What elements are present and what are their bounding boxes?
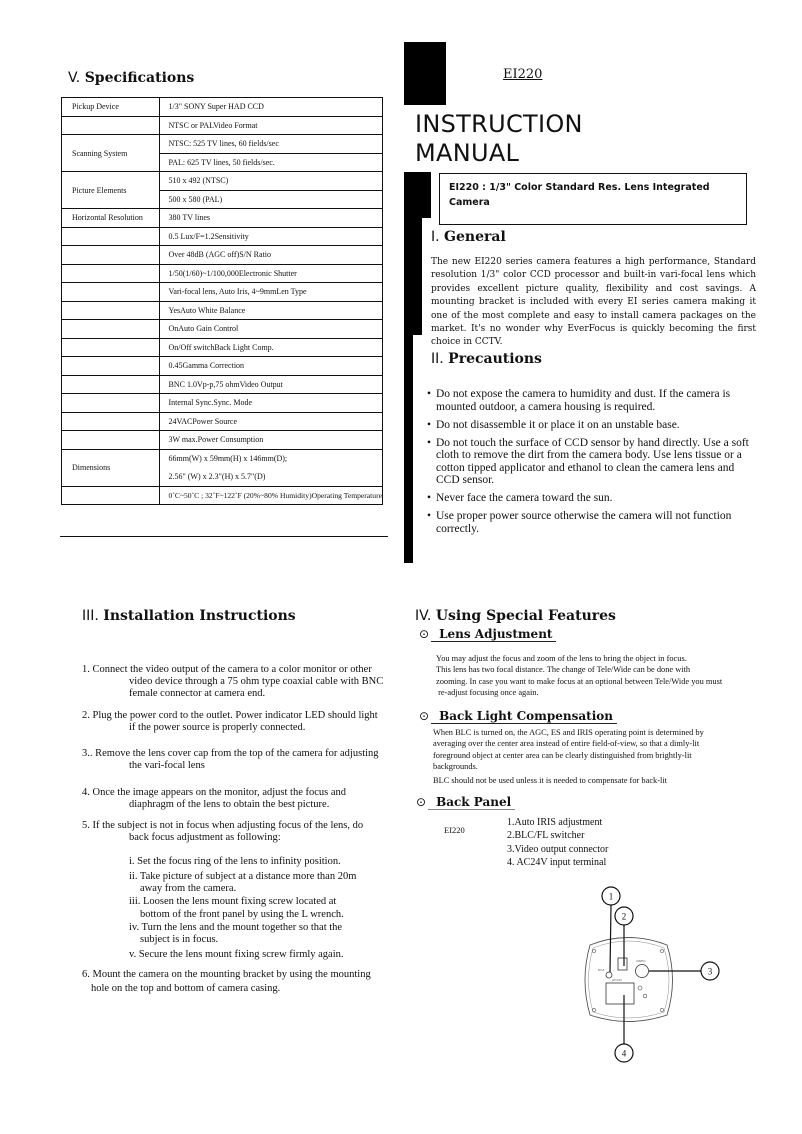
spec-value: BNC 1.0Vp-p,75 ohmVideo Output: [159, 375, 383, 394]
svg-text:VIDEO: VIDEO: [636, 959, 646, 963]
svg-text:4: 4: [621, 1048, 627, 1059]
manual-title: [415, 110, 583, 168]
back-panel-diagram: [570, 880, 730, 1070]
spec-value: 1/50(1/60)~1/100,000Electronic Shutter: [159, 264, 383, 283]
back-panel-list: [507, 817, 608, 869]
installation-heading: [82, 608, 296, 624]
section-title: Specifications: [84, 70, 195, 86]
svg-text:2: 2: [621, 911, 627, 922]
bullet-icon: •: [427, 510, 432, 522]
table-row: [62, 338, 383, 357]
spec-value: 24VACPower Source: [159, 412, 383, 431]
table-row: [62, 264, 383, 283]
install-substep: iv. Turn the lens and the mount together so that the subject is in focus.: [129, 922, 343, 945]
decorative-bar-upper: [404, 172, 431, 218]
spec-value: Internal Sync.Sync. Mode: [159, 394, 383, 413]
list-item: • Do not expose the camera to humidity and dust. If the camera is mounted outdoor, a camera housing is required.: [427, 388, 731, 413]
bullet-icon: •: [427, 492, 432, 504]
special-features-heading: [415, 608, 616, 624]
section-numeral: V.: [68, 70, 81, 86]
decorative-bar-top: [404, 42, 446, 105]
subtitle-line: Camera: [449, 197, 490, 208]
decorative-bar-lower: [404, 335, 413, 563]
table-row: [62, 246, 383, 265]
lens-adjustment-heading: ⊙ Lens Adjustment: [419, 627, 556, 642]
back-panel-heading: ⊙ Back Panel: [416, 795, 515, 810]
table-row: [62, 412, 383, 431]
circle-dot-icon: ⊙: [416, 795, 427, 809]
spec-label: [62, 431, 160, 450]
spec-label: [62, 338, 160, 357]
table-row: [62, 98, 383, 117]
lens-adjustment-text: You may adjust the focus and zoom of the lens to bring the object in focus. This lens has two focal distance. The change of Tele/Wide can be done with zooming. In case you want to make focus at an optional between Tele/Wide you must re-adjust focusing once again.: [436, 654, 723, 697]
install-substep: iii. Loosen the lens mount fixing screw located at bottom of the front panel by using the L wrench.: [129, 896, 344, 920]
spec-label: Pickup Device: [62, 98, 160, 117]
general-paragraph: The new EI220 series camera features a high performance, Standard resolution 1/3" color CCD processor and built-in vari-focal lens which provides excellent picture quality, flexibility and cost savings. A mounting bracket is included with every EI series camera making it one of the most complete and easy to install camera packages on the market. It's no wonder why EverFocus is quickly becoming the first choice in CCTV.: [431, 257, 756, 348]
spec-label: [62, 412, 160, 431]
section-title: General: [444, 229, 506, 245]
list-item: • Never face the camera toward the sun.: [427, 492, 613, 504]
horizontal-rule: [60, 536, 388, 537]
spec-value: PAL: 625 TV lines, 50 fields/sec.: [159, 153, 383, 172]
decorative-bar-middle: [404, 218, 422, 335]
list-item: 1.Auto IRIS adjustment: [507, 817, 603, 828]
install-step: 6. Mount the camera on the mounting bracket by using the mounting hole on the top and bottom of camera casing.: [82, 969, 371, 994]
spec-value: 380 TV lines: [159, 209, 383, 228]
spec-label: [62, 283, 160, 302]
svg-text:1: 1: [608, 891, 614, 902]
install-substep: i. Set the focus ring of the lens to infinity position.: [129, 856, 341, 867]
spec-value: 1/3" SONY Super HAD CCD: [159, 98, 383, 117]
install-substep: ii. Take picture of subject at a distance more than 20m away from the camera.: [129, 871, 357, 894]
table-row: [62, 320, 383, 339]
table-row: [62, 394, 383, 413]
spec-label: [62, 394, 160, 413]
spec-value: [159, 449, 383, 486]
bullet-icon: •: [427, 388, 432, 400]
table-row: [62, 135, 383, 154]
list-item: 2.BLC/FL switcher: [507, 829, 585, 841]
install-substep: v. Secure the lens mount fixing screw firmly again.: [129, 949, 344, 960]
precautions-heading: [431, 351, 542, 367]
section-title: Using Special Features: [435, 608, 616, 624]
spec-label: [62, 264, 160, 283]
svg-text:AC24V: AC24V: [612, 978, 622, 982]
spec-value: 0˚C~50˚C ; 32˚F~122˚F (20%~80% Humidity)Operating Temperature: [159, 486, 383, 505]
spec-value: Vari-focal lens, Auto Iris, 4~9mmLen Type: [159, 283, 383, 302]
spec-label: [62, 320, 160, 339]
spec-value: 0.5 Lux/F=1.2Sensitivity: [159, 227, 383, 246]
subtitle-line: EI220 : 1/3" Color Standard Res. Lens Integrated: [449, 182, 710, 193]
list-item: 3.Video output connector: [507, 844, 609, 855]
spec-label: [62, 486, 160, 505]
list-item: • Use proper power source otherwise the camera will not function correctly.: [427, 510, 732, 535]
spec-label: Scanning System: [62, 135, 160, 172]
table-row: [62, 486, 383, 505]
blc-text: When BLC is turned on, the AGC, ES and IRIS operating point is determined by averaging over the center area instead of entire field-of-view, so that a dimly-lit foreground object at center area can be clearly distinguished from brightly-lit backgrounds. BLC should not be used unless it is needed to compensate for back-lit: [433, 728, 704, 786]
callout-2: [615, 907, 633, 925]
spec-value-line: 66mm(W) x 59mm(H) x 146mm(D);: [168, 453, 288, 463]
list-item: • Do not touch the surface of CCD sensor by hand directly. Use a soft cloth to remove the dirt from the camera body. Use lens tissue or a cotton tipped applicator and ethanol to clean the camera lens and CCD sensor.: [427, 436, 749, 486]
spec-label: Dimensions: [62, 449, 160, 486]
specifications-table: [61, 97, 383, 505]
spec-value: NTSC: 525 TV lines, 60 fields/sec: [159, 135, 383, 154]
spec-label: [62, 301, 160, 320]
spec-value: YesAuto White Balance: [159, 301, 383, 320]
install-step: 5. If the subject is not in focus when adjusting focus of the lens, do back focus adjustment as following:: [82, 820, 364, 843]
table-row: [62, 449, 383, 486]
spec-label: [62, 357, 160, 376]
model-link[interactable]: EI220: [503, 67, 543, 82]
list-item: • Do not disassemble it or place it on an unstable base.: [427, 418, 680, 431]
dc-label: DC/L: [598, 968, 606, 972]
table-row: [62, 357, 383, 376]
precautions-list: [427, 388, 757, 541]
spec-label: Picture Elements: [62, 172, 160, 209]
spec-value: 3W max.Power Consumption: [159, 431, 383, 450]
spec-value: On/Off switchBack Light Comp.: [159, 338, 383, 357]
title-line: INSTRUCTION: [415, 110, 583, 138]
product-subtitle-box: [439, 173, 747, 225]
table-row: [62, 431, 383, 450]
callout-3: [701, 962, 719, 980]
spec-label: Horizontal Resolution: [62, 209, 160, 228]
spec-value: OnAuto Gain Control: [159, 320, 383, 339]
section-numeral: III.: [82, 608, 99, 624]
section-title: Installation Instructions: [103, 608, 296, 624]
section-numeral: II.: [431, 351, 444, 367]
section-numeral: I.: [431, 229, 440, 245]
list-item: 4. AC24V input terminal: [507, 856, 607, 868]
spec-value: Over 48dB (AGC off)S/N Ratio: [159, 246, 383, 265]
table-row: [62, 116, 383, 135]
spec-value: 510 x 492 (NTSC): [159, 172, 383, 191]
spec-label: [62, 246, 160, 265]
install-step: 1. Connect the video output of the camera to a color monitor or other video device through a 75 ohm type coaxial cable with BNC female connector at camera end.: [82, 664, 384, 699]
table-row: [62, 283, 383, 302]
bullet-icon: •: [427, 436, 432, 449]
section-title: Precautions: [448, 351, 542, 367]
install-step: 4. Once the image appears on the monitor, adjust the focus and diaphragm of the lens to obtain the best picture.: [82, 787, 347, 810]
table-row: [62, 375, 383, 394]
title-line: MANUAL: [415, 139, 520, 167]
table-row: [62, 209, 383, 228]
general-heading: [431, 229, 506, 245]
circle-dot-icon: ⊙: [419, 709, 430, 723]
install-step: 2. Plug the power cord to the outlet. Power indicator LED should light if the power source is properly connected.: [82, 710, 378, 733]
section-numeral: IV.: [415, 608, 432, 624]
table-row: [62, 172, 383, 191]
table-row: [62, 301, 383, 320]
back-panel-model: EI220: [444, 825, 465, 835]
install-step: 3.. Remove the lens cover cap from the top of the camera for adjusting the vari-focal lens: [82, 748, 379, 771]
blc-heading: ⊙ Back Light Compensation: [419, 709, 617, 724]
spec-value-line: 2.56" (W) x 2.3"(H) x 5.7"(D): [168, 471, 266, 481]
bullet-icon: •: [427, 418, 432, 431]
callout-4: [615, 1044, 633, 1062]
circle-dot-icon: ⊙: [419, 627, 430, 641]
svg-text:3: 3: [707, 966, 713, 977]
spec-label: [62, 375, 160, 394]
spec-value: NTSC or PALVideo Format: [159, 116, 383, 135]
specifications-heading: [68, 70, 194, 86]
callout-1: [602, 887, 620, 905]
spec-label: [62, 227, 160, 246]
spec-value: 500 x 580 (PAL): [159, 190, 383, 209]
spec-value: 0.45Gamma Correction: [159, 357, 383, 376]
spec-label: [62, 116, 160, 135]
table-row: [62, 227, 383, 246]
